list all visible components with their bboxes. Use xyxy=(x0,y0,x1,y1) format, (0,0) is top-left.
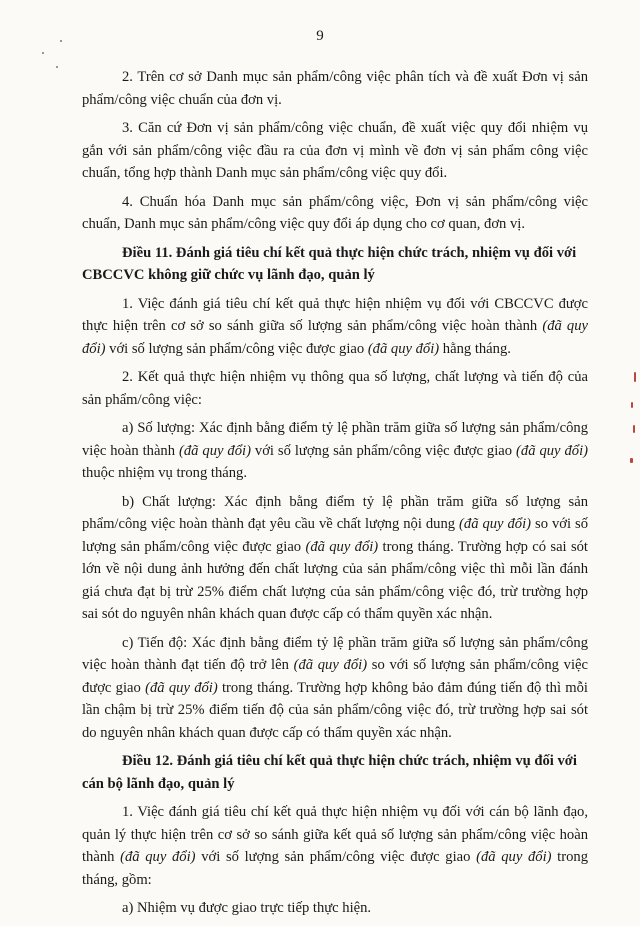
paragraph: 3. Căn cứ Đơn vị sản phẩm/công việc chuẩn, đề xuất việc quy đổi nhiệm vụ gắn với sản phẩm/công việc đầu ra của đơn vị mình về đơn vị sản phẩm công việc chuẩn, tổng hợp thành Danh mục sản phẩm/công việc quy đổi. xyxy=(82,120,588,181)
paragraph-text: với số lượng sản phẩm/công việc được giao xyxy=(105,340,368,357)
paragraph-text: với số lượng sản phẩm/công việc được giao xyxy=(195,849,477,865)
red-edge-mark xyxy=(630,458,633,463)
scan-speck xyxy=(56,66,58,68)
paragraph-text: c) Tiến độ: Xác định bằng điểm tỷ lệ phần trăm giữa số lượng sản phẩm/công việc hoàn thành đạt tiến độ trở lên xyxy=(82,634,588,673)
article-heading xyxy=(82,750,588,795)
paragraph xyxy=(82,632,588,745)
italic-note: (đã quy đổi) xyxy=(516,442,588,459)
paragraph: 2. Trên cơ sở Danh mục sản phẩm/công việc phân tích và đề xuất Đơn vị sản phẩm/công việc chuẩn của đơn vị. xyxy=(82,69,588,108)
paragraph xyxy=(82,801,588,891)
article-heading-line: Điều 11. Đánh giá tiêu chí kết quả thực hiện chức trách, nhiệm vụ đối với xyxy=(122,244,577,261)
paragraph-text: so với số lượng sản phẩm/công việc được giao xyxy=(82,657,588,696)
article-heading-line: CBCCVC không giữ chức vụ lãnh đạo, quản lý xyxy=(82,267,375,283)
italic-note: (đã quy đổi) xyxy=(367,340,440,357)
paragraph-text: trong tháng, gồm: xyxy=(82,849,588,888)
italic-note: (đã quy đổi) xyxy=(293,657,368,673)
italic-note: (đã quy đổi) xyxy=(459,516,532,532)
italic-note: (đã quy đổi) xyxy=(305,538,379,555)
paragraph-text: so với số lượng sản phẩm/công việc được giao xyxy=(82,516,588,555)
paragraph-text: hằng tháng. xyxy=(439,340,511,357)
paragraph-text: 1. Việc đánh giá tiêu chí kết quả thực hiện nhiệm vụ đối với cán bộ lãnh đạo, quản lý thực hiện trên cơ sở so sánh giữa kết quả số lượng sản phẩm/công việc hoàn thành xyxy=(82,804,588,865)
italic-note: (đã quy đổi) xyxy=(120,849,196,865)
red-edge-mark xyxy=(633,425,635,433)
scan-speck xyxy=(42,52,44,54)
article-heading-line: Điều 12. Đánh giá tiêu chí kết quả thực hiện chức trách, nhiệm vụ đối với xyxy=(122,753,577,769)
paragraph-text: trong tháng. Trường hợp không bảo đảm đúng tiến độ thì mỗi lần chậm bị trừ 25% điểm tiến độ của sản phẩm/công việc đó, trừ trường hợp sai sót do nguyên nhân khách quan được cấp có thẩm quyền xác nhận. xyxy=(82,679,588,741)
paragraph xyxy=(82,293,588,361)
paragraph: 2. Kết quả thực hiện nhiệm vụ thông qua số lượng, chất lượng và tiến độ của sản phẩm/công việc: xyxy=(82,369,588,408)
paragraph-text: b) Chất lượng: Xác định bằng điểm tỷ lệ phần trăm giữa số lượng sản phẩm/công việc hoàn thành đạt yêu cầu về chất lượng nội dung xyxy=(82,493,588,532)
page-number: 9 xyxy=(316,28,324,44)
paragraph: a) Nhiệm vụ được giao trực tiếp thực hiện. xyxy=(122,900,372,916)
red-edge-mark xyxy=(631,402,633,408)
paragraph-text: với số lượng sản phẩm/công việc được giao xyxy=(250,442,517,459)
paragraph xyxy=(82,417,588,485)
paragraph-text: a) Số lượng: Xác định bằng điểm tỷ lệ phần trăm giữa số lượng sản phẩm/công việc hoàn thành xyxy=(82,420,588,459)
paragraph-text: thuộc nhiệm vụ trong tháng. xyxy=(82,465,247,481)
italic-note: (đã quy đổi) xyxy=(145,679,218,696)
italic-note: (đã quy đổi) xyxy=(476,849,552,865)
italic-note: (đã quy đổi) xyxy=(82,318,588,357)
paragraph xyxy=(82,491,588,626)
paragraph: 4. Chuẩn hóa Danh mục sản phẩm/công việc, Đơn vị sản phẩm/công việc chuẩn, Danh mục sản phẩm/công việc quy đổi áp dụng cho cơ quan, đơn vị. xyxy=(82,193,588,232)
document-body xyxy=(82,66,588,926)
article-heading xyxy=(82,242,588,287)
paragraph-text: 1. Việc đánh giá tiêu chí kết quả thực hiện nhiệm vụ đối với CBCCVC được thực hiện trên cơ sở so sánh giữa số lượng sản phẩm/công việc hoàn thành xyxy=(82,295,588,334)
article-heading-line: cán bộ lãnh đạo, quản lý xyxy=(82,775,235,792)
italic-note: (đã quy đổi) xyxy=(178,442,251,459)
red-edge-mark xyxy=(634,372,636,382)
paragraph-text: trong tháng. Trường hợp có sai sót lớn về nội dung ảnh hưởng đến chất lượng của sản phẩm/công việc thì mỗi lần đánh giá chưa đạt bị trừ 25% điểm chất lượng của sản phẩm/công việc đó, trừ trường hợp sai sót do nguyên nhân khách quan được cấp có thẩm quyền xác nhận. xyxy=(82,538,588,622)
scan-speck xyxy=(60,40,62,42)
